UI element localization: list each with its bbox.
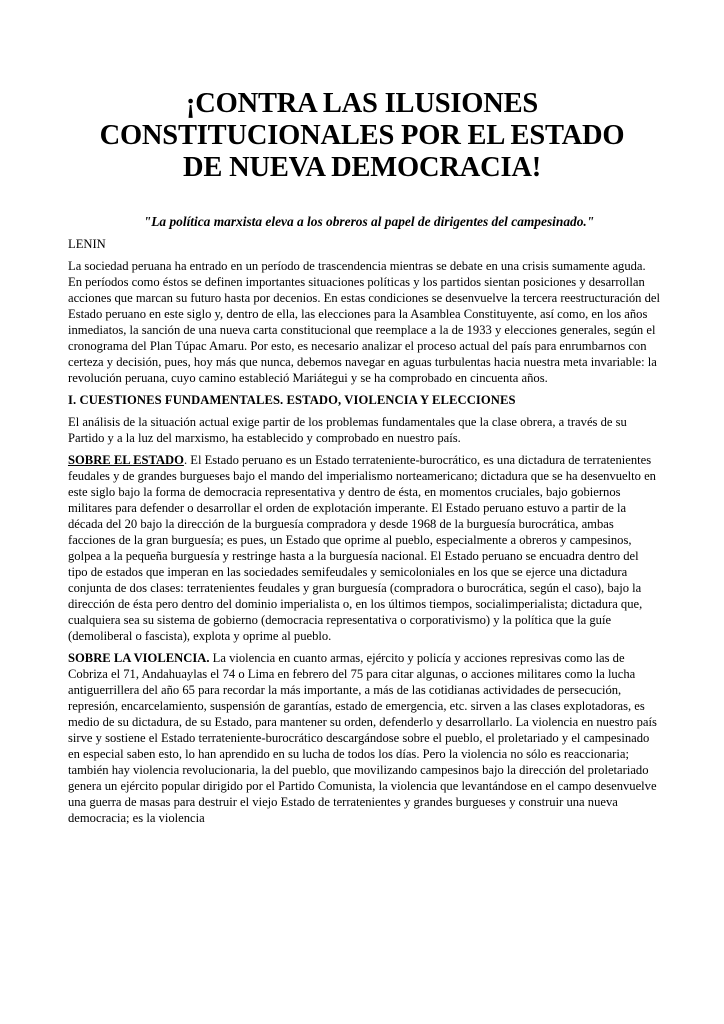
violencia-paragraph bbox=[68, 650, 660, 826]
title-line-1: ¡CONTRA LAS ILUSIONES bbox=[185, 88, 539, 119]
title-line-3: DE NUEVA DEMOCRACIA! bbox=[182, 152, 542, 183]
estado-paragraph bbox=[68, 452, 660, 644]
violencia-text: La violencia en cuanto armas, ejército y policía y acciones represivas como las de Cobriza el 71, Andahuaylas el 74 o Lima en febrero del 75 para citar algunas, o acciones militares como la lucha antiguerrillera del año 65 para recordar la más importante, a más de las cotidianas actividades de persecución, represión, encarcelamiento, suspensión de garantías, estado de emergencia, etc. sirven a las clases explotadoras, es medio de su dictadura, de su Estado, para mantener su orden, defenderlo y desarrollarlo. La violencia en nuestro país sirve y sostiene el Estado terrateniente-burocrático descargándose sobre el pueblo, el proletariado y el campesinado en especial saben esto, lo han aprendido en su lucha de todos los días. Pero la violencia no sólo es reaccionaria; también hay violencia revolucionaria, la del pueblo, que movilizando campesinos bajo la dirección del proletariado genera un ejército popular dirigido por el Partido Comunista, la violencia que levantándose en el campo desenvuelve una guerra de masas para destruir el viejo Estado de terratenientes y grandes burgueses y construir una nueva democracia; es la violencia bbox=[68, 651, 657, 825]
violencia-lead: SOBRE LA VIOLENCIA. bbox=[68, 651, 210, 665]
document-body bbox=[68, 214, 660, 832]
estado-text: . El Estado peruano es un Estado terrateniente-burocrático, es una dictadura de terratenientes feudales y de grandes burgueses bajo el mando del imperialismo norteamericano; dictadura que se ha desenvuelto en este siglo bajo la forma de democracia representativa y dentro de ésta, en momentos cruciales, bajo gobiernos militares para defender o desarrollar el orden de explotación imperante. El Estado peruano estuvo a partir de la década del 20 bajo la dirección de la burguesía compradora y desde 1968 de la burguesía burocrática, ambas facciones de la gran burguesía; es pues, un Estado que oprime al pueblo, especialmente a obreros y campesinos, golpea a la pequeña burguesía y restringe hasta a la burguesía nacional. El Estado peruano se encuadra dentro del tipo de estados que imperan en las sociedades semifeudales y semicoloniales en los que se ejerce una dictadura conjunta de dos clases: terratenientes feudales y gran burguesía (compradora o burocrática, según el caso), bajo la dirección de ésta pero dentro del dominio imperialista o, en los últimos tiempos, socialimperialista; dictadura que, cualquiera sea su sistema de gobierno (democracia representativa o corporativismo) y la política que la guíe (demoliberal o fascista), explota y oprime al pueblo. bbox=[68, 453, 656, 643]
estado-lead: SOBRE EL ESTADO bbox=[68, 453, 184, 467]
epigraph-author: LENIN bbox=[68, 237, 106, 251]
document-title bbox=[60, 88, 664, 184]
section-intro-paragraph: El análisis de la situación actual exige partir de los problemas fundamentales que la clase obrera, a través de su Partido y a la luz del marxismo, ha establecido y comprobado en nuestro país. bbox=[68, 415, 627, 445]
intro-paragraph: La sociedad peruana ha entrado en un período de trascendencia mientras se debate en una crisis sumamente aguda. En períodos como éstos se definen importantes situaciones políticas y los partidos sientan posiciones y desarrollan acciones que marcan su futuro hasta por decenios. En estas condiciones se desenvuelve la tercera reestructuración del Estado peruano en este siglo y, dentro de ella, las elecciones para la Asamblea Constituyente, así como, en los años inmediatos, la sanción de una nueva carta constitucional que reemplace a la de 1933 y elecciones generales, según el cronograma del Plan Túpac Amaru. Por esto, es necesario analizar el proceso actual del país para enrumbarnos con certeza y decisión, pues, hoy más que nunca, debemos navegar en aguas turbulentas hacia nuestra meta invariable: la revolución peruana, cuyo camino estableció Mariátegui y se ha comprobado en cincuenta años. bbox=[68, 259, 661, 385]
title-line-2: CONSTITUCIONALES POR EL ESTADO bbox=[99, 120, 625, 151]
section-heading: I. CUESTIONES FUNDAMENTALES. ESTADO, VIOLENCIA Y ELECCIONES bbox=[68, 393, 516, 407]
epigraph-quote: "La política marxista eleva a los obreros al papel de dirigentes del campesinado." bbox=[143, 214, 595, 229]
